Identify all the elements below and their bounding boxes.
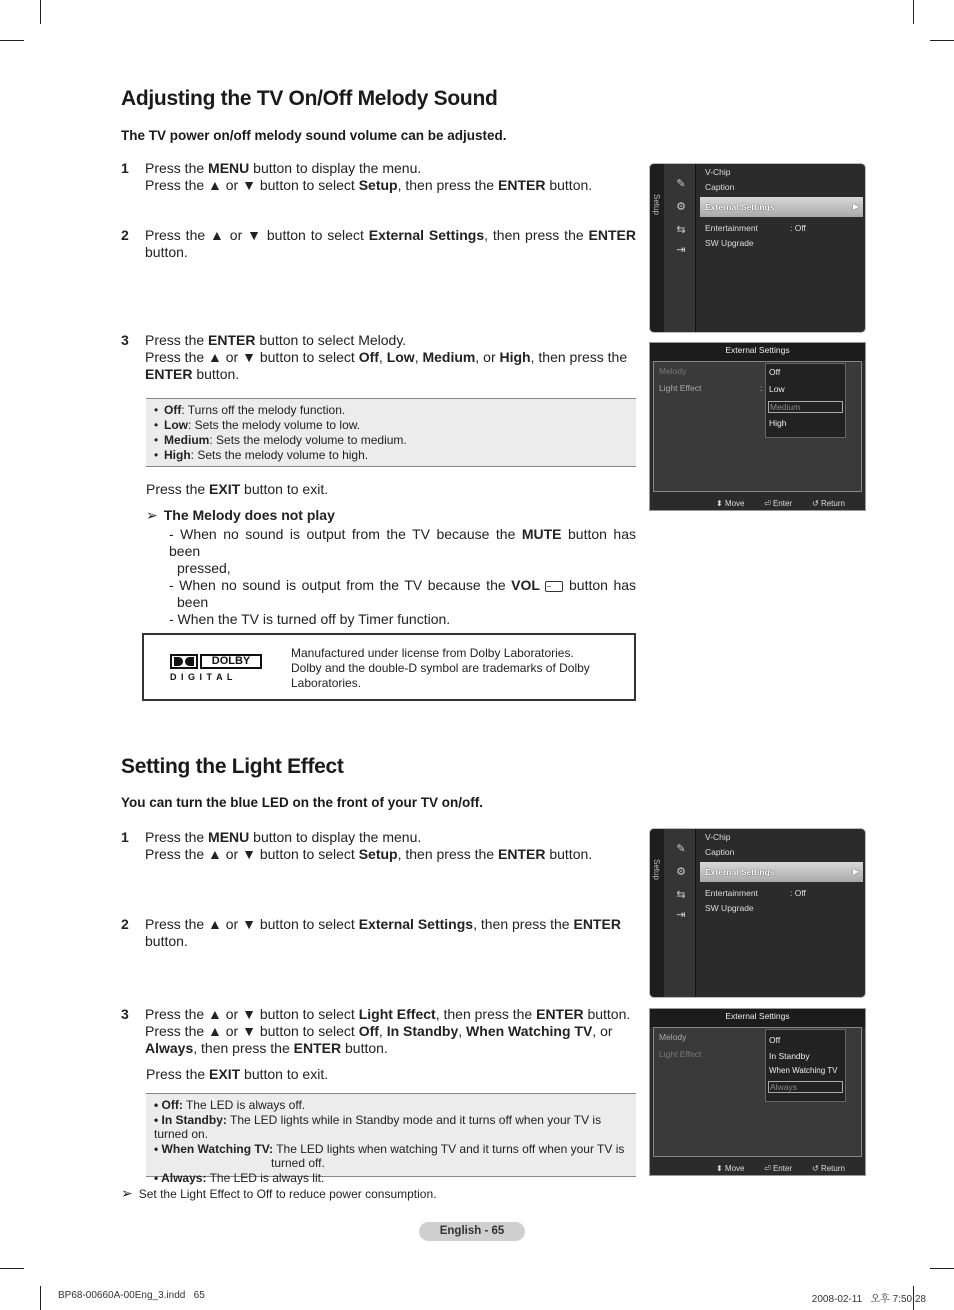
section-title-light-effect: Setting the Light Effect <box>121 755 344 778</box>
melody-exit-instruction: Press the EXIT button to exit. <box>146 481 329 497</box>
menu-item-caption[interactable]: Caption <box>705 182 735 192</box>
arrow-tip-icon: ➢ <box>121 1185 133 1201</box>
tv-setup-menu: Setup ✎ ⚙ ⇆ ⇥ V-Chip Caption External Settings ▶ Entertainment : Off SW Upgrade <box>649 163 866 333</box>
dropdown-option-in-standby[interactable]: In Standby <box>769 1051 810 1061</box>
updown-icon: ⬍ <box>716 1164 723 1173</box>
dropdown-option-always[interactable]: Always <box>768 1081 843 1093</box>
tv-external-settings-menu <box>649 1008 866 1176</box>
input-icon: ⇥ <box>676 909 686 921</box>
note-item: • When Watching TV: The LED lights when watching TV and it turns off when your TV is <box>154 1141 625 1156</box>
menu-item-vchip[interactable]: V-Chip <box>705 832 731 842</box>
step-number: 3 <box>121 332 129 348</box>
dropdown-option-when-watching-tv[interactable]: When Watching TV <box>769 1066 838 1075</box>
dropdown-option-medium[interactable]: Medium <box>768 401 843 413</box>
note-item: • Low: Sets the melody volume to low. <box>154 418 361 432</box>
crop-mark <box>930 40 954 41</box>
melody-step-2: 2 Press the ▲ or ▼ button to select External Settings, then press the ENTER button. <box>121 227 636 260</box>
picture-icon: ✎ <box>676 843 686 855</box>
dolby-license-box <box>142 633 636 701</box>
melody-step-1: 1 Press the MENU button to display the menu. Press the ▲ or ▼ button to select Setup, then press the ENTER button. <box>121 160 593 193</box>
menu-item-external-settings[interactable]: External Settings ▶ <box>700 862 863 882</box>
option-separator: : <box>760 383 763 393</box>
crop-mark <box>930 1268 954 1269</box>
crop-mark <box>40 0 41 24</box>
melody-dropdown <box>765 363 846 438</box>
menu-item-entertainment[interactable]: Entertainment <box>705 223 758 233</box>
updown-icon: ⬍ <box>716 499 723 508</box>
note-item: • Off: Turns off the melody function. <box>154 403 346 417</box>
footer-move: ⬍ Move <box>716 499 745 508</box>
dolby-logo: DOLBY D I G I T A L <box>170 651 268 683</box>
note-item: • Medium: Sets the melody volume to medium. <box>154 433 407 447</box>
menu-header: External Settings <box>650 343 865 361</box>
light-exit-instruction: Press the EXIT button to exit. <box>146 1066 329 1082</box>
power-tip: ➢ Set the Light Effect to Off to reduce power consumption. <box>121 1185 437 1201</box>
footer-return: ↺ Return <box>812 499 845 508</box>
step-number: 1 <box>121 829 129 845</box>
crop-mark <box>0 1268 24 1269</box>
note-item: • In Standby: The LED lights while in Standby mode and it turns off when your TV is turned on. <box>154 1112 602 1141</box>
option-light-effect[interactable]: Light Effect <box>659 383 702 393</box>
section-title-melody: Adjusting the TV On/Off Melody Sound <box>121 87 498 110</box>
menu-item-caption[interactable]: Caption <box>705 847 735 857</box>
arrow-tip-icon: ➢ <box>146 507 158 523</box>
footer-enter: ⏎ Enter <box>764 1164 793 1173</box>
page-number-badge: English - 65 <box>419 1222 525 1241</box>
tv-external-settings-menu <box>649 342 866 511</box>
step-number: 1 <box>121 160 129 176</box>
crop-mark <box>40 1286 41 1310</box>
note-item: • Always: The LED is always lit. <box>154 1170 325 1185</box>
menu-item-external-settings[interactable]: External Settings ▶ <box>700 197 863 217</box>
tv-setup-menu: Setup ✎ ⚙ ⇆ ⇥ V-Chip Caption External Settings ▶ Entertainment : Off SW Upgrade <box>649 828 866 998</box>
enter-icon: ⏎ <box>764 499 771 508</box>
crop-mark <box>913 0 914 24</box>
light-step-1: 1 Press the MENU button to display the menu. Press the ▲ or ▼ button to select Setup, then press the ENTER button. <box>121 829 593 862</box>
crop-mark <box>0 40 24 41</box>
step-number: 3 <box>121 1006 129 1022</box>
option-melody[interactable]: Melody <box>659 1032 687 1042</box>
menu-item-sw-upgrade[interactable]: SW Upgrade <box>705 238 754 248</box>
section-lead-melody: The TV power on/off melody sound volume can be adjusted. <box>121 128 507 143</box>
picture-icon: ✎ <box>676 178 686 190</box>
trouble-list: - When no sound is output from the TV because the MUTE button has been pressed, - When no sound is output from the TV because the VOL − button has been - When the TV is turned off by Timer function. <box>169 526 637 627</box>
light-options-notes <box>146 1093 636 1185</box>
input-icon: ⇥ <box>676 244 686 256</box>
melody-options-notes <box>146 398 636 467</box>
dropdown-option-off[interactable]: Off <box>769 1035 781 1045</box>
note-item: • High: Sets the melody volume to high. <box>154 448 369 462</box>
arrow-right-icon: ▶ <box>852 202 859 211</box>
trouble-title: ➢ The Melody does not play <box>146 507 335 523</box>
menu-item-entertainment[interactable]: Entertainment <box>705 888 758 898</box>
step-number: 2 <box>121 227 129 243</box>
gear-icon: ⚙ <box>676 201 686 213</box>
menu-item-entertainment-value: : Off <box>790 888 806 898</box>
print-footer-right: 2008-02-11 오후 7:50:28 <box>811 1294 926 1305</box>
section-lead-light-effect: You can turn the blue LED on the front of your TV on/off. <box>121 795 483 810</box>
footer-enter: ⏎ Enter <box>764 499 793 508</box>
step-number: 2 <box>121 916 129 932</box>
light-step-3: 3 Press the ▲ or ▼ button to select Light Effect, then press the ENTER button. Press the ▲ or ▼ button to select Off, In Standby, When Watching TV, or Always, then press the ENTER button. <box>121 1006 631 1056</box>
light-step-2: 2 Press the ▲ or ▼ button to select External Settings, then press the ENTER button. <box>121 916 621 949</box>
enter-icon: ⏎ <box>764 1164 771 1173</box>
note-item: turned off. <box>271 1156 325 1170</box>
menu-item-vchip[interactable]: V-Chip <box>705 167 731 177</box>
menu-item-entertainment-value: : Off <box>790 223 806 233</box>
dolby-license-text: Manufactured under license from Dolby Laboratories. Dolby and the double-D symbol are trademarks of Dolby Laboratories. <box>291 646 590 690</box>
channel-icon: ⇆ <box>676 224 686 236</box>
vol-button-icon: − <box>545 581 563 592</box>
return-icon: ↺ <box>812 499 819 508</box>
menu-header: External Settings <box>650 1009 865 1027</box>
option-light-effect[interactable]: Light Effect <box>659 1049 702 1059</box>
channel-icon: ⇆ <box>676 889 686 901</box>
return-icon: ↺ <box>812 1164 819 1173</box>
gear-icon: ⚙ <box>676 866 686 878</box>
menu-item-sw-upgrade[interactable]: SW Upgrade <box>705 903 754 913</box>
dropdown-option-low[interactable]: Low <box>769 384 785 394</box>
dropdown-option-off[interactable]: Off <box>769 367 781 377</box>
footer-move: ⬍ Move <box>716 1164 745 1173</box>
print-footer-left: BP68-00660A-00Eng_3.indd 65 <box>58 1290 205 1301</box>
arrow-right-icon: ▶ <box>852 867 859 876</box>
note-item: • Off: The LED is always off. <box>154 1098 306 1112</box>
dropdown-option-high[interactable]: High <box>769 418 787 428</box>
melody-step-3: 3 Press the ENTER button to select Melody. Press the ▲ or ▼ button to select Off, Low, Medium, or High, then press the ENTER button. <box>121 332 628 382</box>
option-melody[interactable]: Melody <box>659 366 687 376</box>
light-effect-dropdown <box>765 1029 846 1102</box>
footer-return: ↺ Return <box>812 1164 845 1173</box>
